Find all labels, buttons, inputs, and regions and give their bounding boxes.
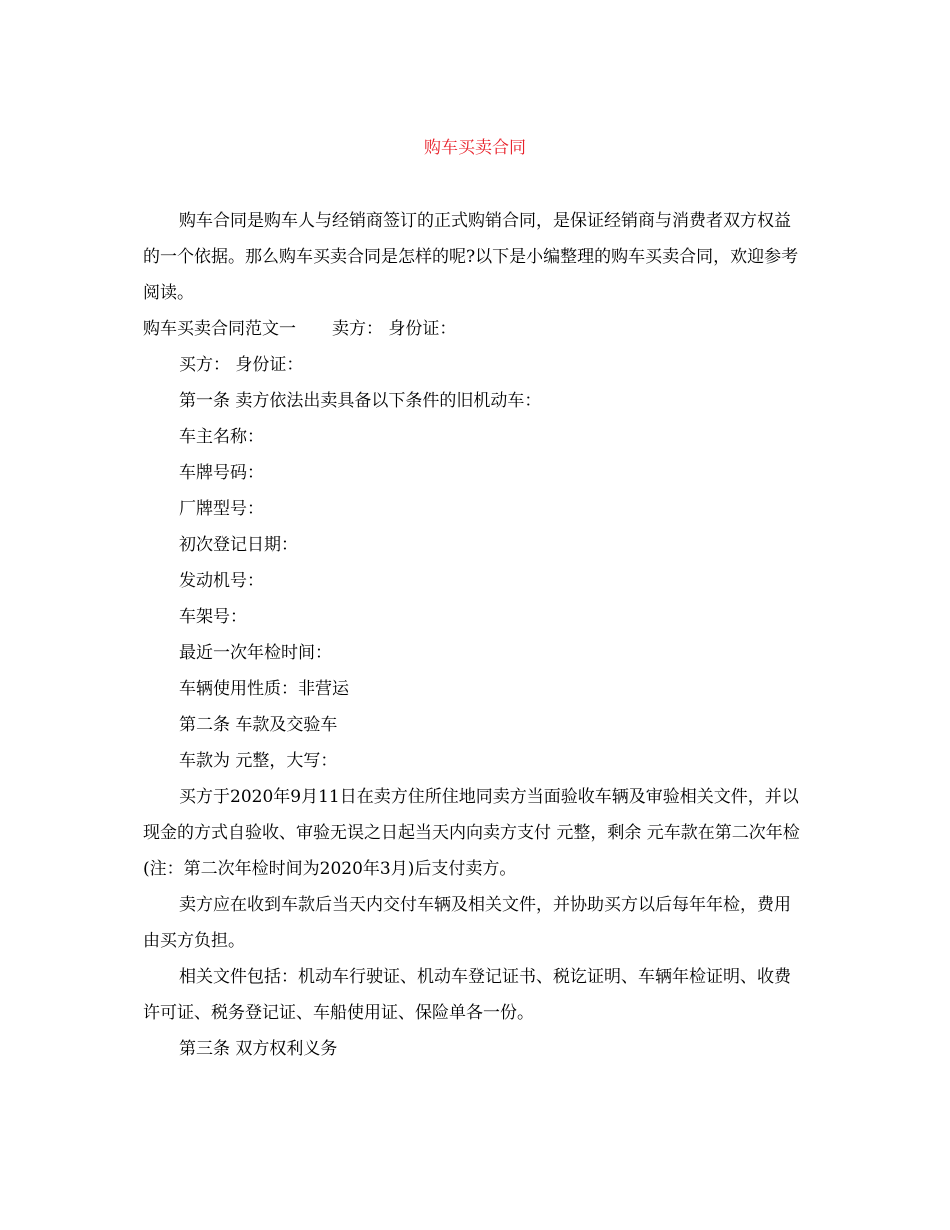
delivery-paragraph: 卖方应在收到车款后当天内交付车辆及相关文件，并协助买方以后每年年检，费用由买方负担。 [143, 895, 791, 951]
buyer-line: 买方： 身份证： [179, 355, 304, 375]
payment-paragraph: 买方于2020年9月11日在卖方住所住地同卖方当面验收车辆及审验相关文件，并以现金的方式自验收、审验无误之日起当天内向卖方支付 元整，剩余 元车款在第二次年检(注：第二次年检时间为2020年3月)后支付卖方。 [143, 787, 800, 879]
field-vehicle-usage: 车辆使用性质：非营运 [179, 679, 349, 699]
price-line: 车款为 元整，大写： [179, 751, 338, 771]
field-last-inspection-time: 最近一次年检时间： [179, 643, 332, 663]
field-frame-number: 车架号： [179, 607, 247, 627]
document-title: 购车买卖合同 [424, 138, 526, 158]
intro-paragraph: 购车合同是购车人与经销商签订的正式购销合同，是保证经销商与消费者双方权益的一个依据。那么购车买卖合同是怎样的呢?以下是小编整理的购车买卖合同，欢迎参考阅读。 [143, 211, 799, 303]
field-brand-model: 厂牌型号： [179, 499, 264, 519]
article-1-heading: 第一条 卖方依法出卖具备以下条件的旧机动车： [179, 391, 542, 411]
article-2-heading: 第二条 车款及交验车 [179, 715, 338, 735]
documents-paragraph: 相关文件包括：机动车行驶证、机动车登记证书、税讫证明、车辆年检证明、收费许可证、税务登记证、车船使用证、保险单各一份。 [143, 967, 791, 1023]
document-body [143, 203, 807, 1067]
field-plate-number: 车牌号码： [179, 463, 264, 483]
field-first-registration-date: 初次登记日期： [179, 535, 298, 555]
field-engine-number: 发动机号： [179, 571, 264, 591]
article-3-heading: 第三条 双方权利义务 [179, 1039, 338, 1059]
sample-heading-line [143, 311, 807, 347]
seller-line: 卖方： 身份证： [332, 319, 457, 339]
sample-heading: 购车买卖合同范文一 [143, 319, 296, 339]
field-owner-name: 车主名称： [179, 427, 264, 447]
